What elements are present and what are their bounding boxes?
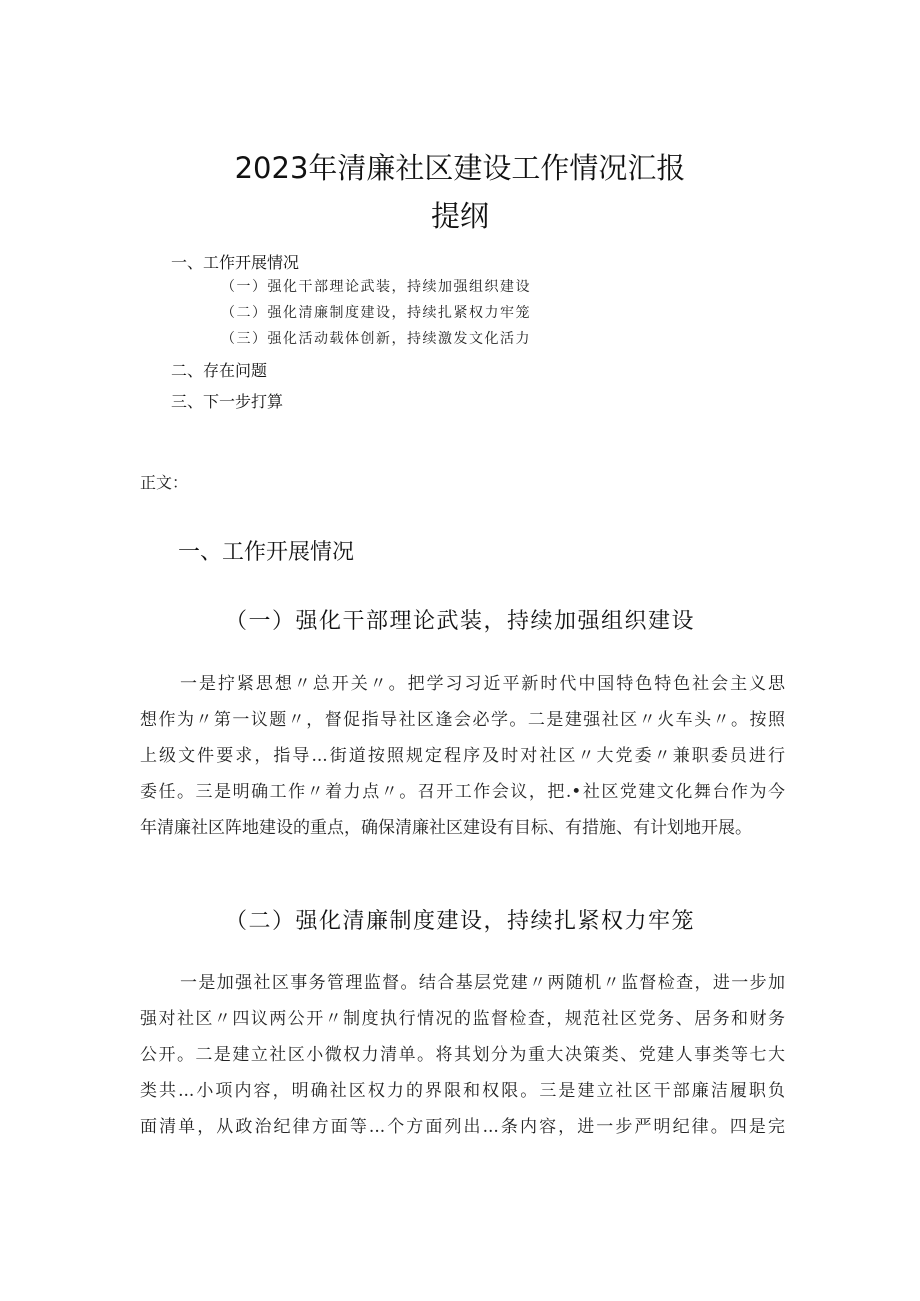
- paragraph-1-line: 想作为〃第一议题〃，督促指导社区逢会必学。二是建强社区〃火车头〃。按照: [140, 710, 785, 730]
- paragraph-2-line: 一是加强社区事务管理监督。结合基层党建〃两随机〃监督检查，进一步加: [180, 973, 785, 993]
- outline-subitem-1-2: （二）强化清廉制度建设，持续扎紧权力牢笼: [221, 305, 531, 321]
- paragraph-2-line: 面清单，从政治纪律方面等...个方面列出...条内容，进一步严明纪律。四是完: [140, 1117, 785, 1137]
- outline-item-1: 一、工作开展情况: [171, 253, 300, 272]
- paragraph-1-line: 年清廉社区阵地建设的重点，确保清廉社区建设有目标、有措施、有计划地开展。: [140, 818, 752, 838]
- paragraph-1-line: 委任。三是明确工作〃着力点〃。召开工作会议，把.•社区党建文化舞台作为今: [140, 782, 785, 802]
- paragraph-2-line: 类共...小项内容，明确社区权力的界限和权限。三是建立社区干部廉洁履职负: [140, 1081, 785, 1101]
- subsection-heading-1: （一）强化干部理论武装，持续加强组织建设: [224, 609, 695, 634]
- paragraph-2-line: 公开。二是建立社区小微权力清单。将其划分为重大决策类、党建人事类等七大: [140, 1045, 785, 1065]
- paragraph-2: [140, 965, 785, 1145]
- outline-subitem-1-3: （三）强化活动载体创新，持续激发文化活力: [221, 331, 531, 347]
- paragraph-1-line: 一是拧紧思想〃总开关〃。把学习习近平新时代中国特色特色社会主义思: [180, 674, 785, 694]
- paragraph-2-line: 强对社区〃四议两公开〃制度执行情况的监督检查，规范社区党务、居务和财务: [140, 1009, 785, 1029]
- body-label: 正文：: [140, 473, 189, 492]
- paragraph-1-line: 上级文件要求，指导...街道按照规定程序及时对社区〃大党委〃兼职委员进行: [140, 746, 785, 766]
- paragraph-1: [140, 666, 785, 846]
- outline-item-2: 二、存在问题: [171, 361, 268, 380]
- section-heading-1: 一、工作开展情况: [178, 540, 355, 565]
- subsection-heading-2: （二）强化清廉制度建设，持续扎紧权力牢笼: [224, 909, 695, 934]
- outline-subitem-1-1: （一）强化干部理论武装，持续加强组织建设: [221, 279, 531, 295]
- outline-item-3: 三、下一步打算: [171, 392, 284, 411]
- document-title-line2: 提纲: [430, 199, 489, 233]
- document-title-line1: 2023年清廉社区建设工作情况汇报: [234, 151, 686, 185]
